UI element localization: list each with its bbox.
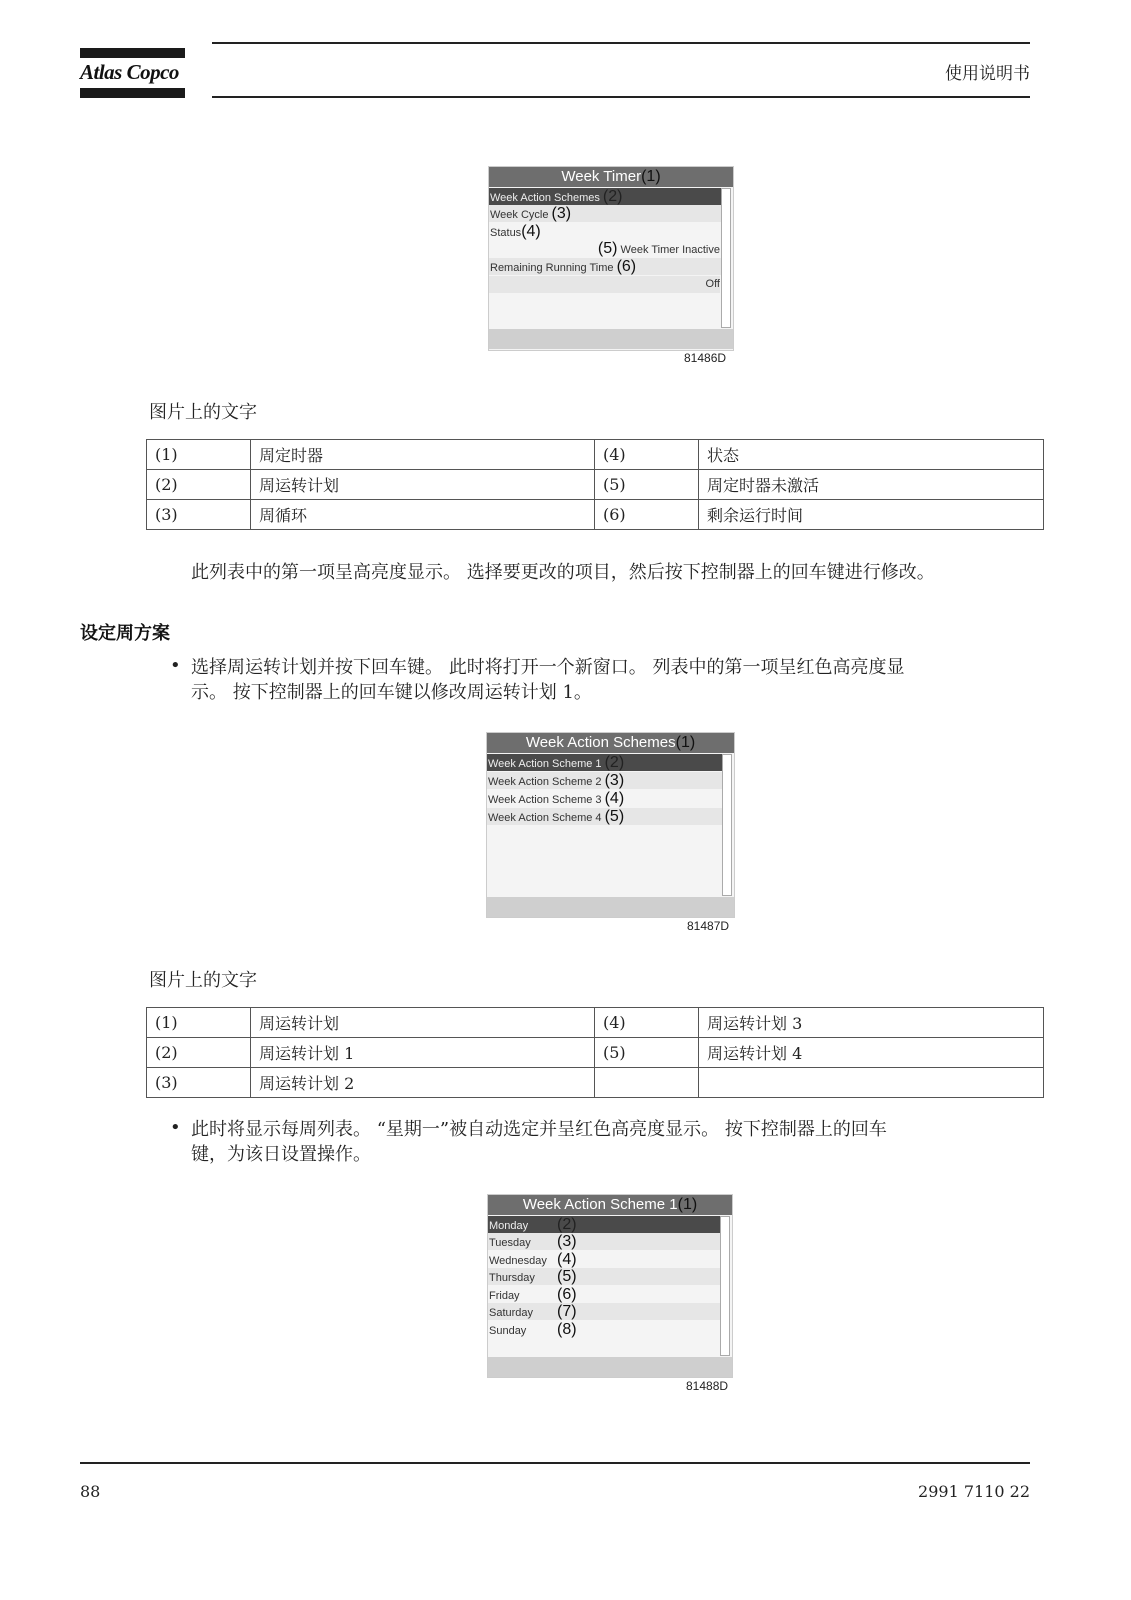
header-rule-bottom [212, 96, 1030, 98]
bullet-text: 此时将显示每周列表。 “星期一”被自动选定并呈红色高亮度显示。 按下控制器上的回车 键，为该日设置操作。 [191, 1119, 887, 1165]
remaining-time-value: Off [489, 276, 720, 293]
table-row: (3) 周循环 (6) 剩余运行时间 [147, 500, 1044, 530]
table-row: (1) 周运转计划 (4) 周运转计划 3 [147, 1008, 1044, 1038]
week-timer-screen [488, 166, 734, 351]
list-item-wednesday: Wednesday (4) [489, 1251, 577, 1268]
figure-code: 81487D [687, 919, 730, 933]
menu-item-remaining-running-time: Remaining Running Time (6) [489, 258, 722, 275]
list-item-friday: Friday (6) [489, 1286, 577, 1303]
week-action-scheme-1-screen [487, 1194, 733, 1378]
scrollbar [720, 1216, 730, 1356]
figure-caption: 图片上的文字 [149, 402, 257, 423]
list-item-monday: Monday (2) [488, 1216, 721, 1233]
screen-title: Week Action Scheme 1(1) [488, 1195, 732, 1215]
screen-title: Week Action Schemes(1) [487, 733, 734, 753]
table-row: (2) 周运转计划 1 (5) 周运转计划 4 [147, 1038, 1044, 1068]
table-row: (2) 周运转计划 (5) 周定时器未激活 [147, 470, 1044, 500]
menu-item-week-cycle: Week Cycle (3) [489, 205, 722, 222]
atlas-copco-logo: Atlas Copco [80, 60, 179, 84]
section-heading: 设定周方案 [80, 623, 170, 644]
bullet-icon: • [170, 1117, 181, 1138]
list-item-sunday: Sunday (8) [489, 1321, 577, 1338]
list-item-scheme-3: Week Action Scheme 3 (4) [488, 790, 625, 807]
screen-footer [487, 897, 734, 917]
week-action-schemes-screen [486, 732, 735, 918]
list-item-saturday: Saturday (7) [488, 1303, 721, 1320]
table-row: (3) 周运转计划 2 [147, 1068, 1044, 1098]
header-rule-top [212, 42, 1030, 44]
list-item-scheme-4: Week Action Scheme 4 (5) [487, 808, 723, 825]
screen-footer [488, 1357, 732, 1377]
list-item-thursday: Thursday (5) [488, 1268, 721, 1285]
list-item-tuesday: Tuesday (3) [488, 1233, 721, 1250]
menu-item-week-action-schemes: Week Action Schemes (2) [489, 188, 722, 205]
figure-caption: 图片上的文字 [149, 970, 257, 991]
logo-bottom-bar [80, 88, 185, 98]
scrollbar [721, 188, 731, 328]
figure-code: 81486D [684, 351, 727, 365]
bullet-text: 选择周运转计划并按下回车键。 此时将打开一个新窗口。 列表中的第一项呈红色高亮度显 示。 按下控制器上的回车键以修改周运转计划 1。 [191, 657, 905, 703]
list-item-scheme-1: Week Action Scheme 1 (2) [487, 754, 723, 771]
legend-table-1 [146, 439, 1044, 530]
screen-footer [489, 329, 733, 349]
page-number: 88 [80, 1482, 101, 1501]
document-title: 使用说明书 [945, 64, 1030, 84]
menu-item-status: Status(4) [490, 223, 541, 240]
figure-code: 81488D [686, 1379, 729, 1393]
footer-rule [80, 1462, 1030, 1464]
bullet-icon: • [170, 655, 181, 676]
scrollbar [722, 754, 732, 896]
legend-table-2 [146, 1007, 1044, 1098]
logo-top-bar [80, 48, 185, 58]
table-row: (1) 周定时器 (4) 状态 [147, 440, 1044, 470]
document-number: 2991 7110 22 [918, 1482, 1030, 1501]
screen-title: Week Timer(1) [489, 167, 733, 187]
list-item-scheme-2: Week Action Scheme 2 (3) [487, 772, 723, 789]
status-value: (5) Week Timer Inactive [597, 240, 720, 257]
paragraph: 此列表中的第一项呈高亮度显示。 选择要更改的项目，然后按下控制器上的回车键进行修改。 [191, 562, 935, 583]
